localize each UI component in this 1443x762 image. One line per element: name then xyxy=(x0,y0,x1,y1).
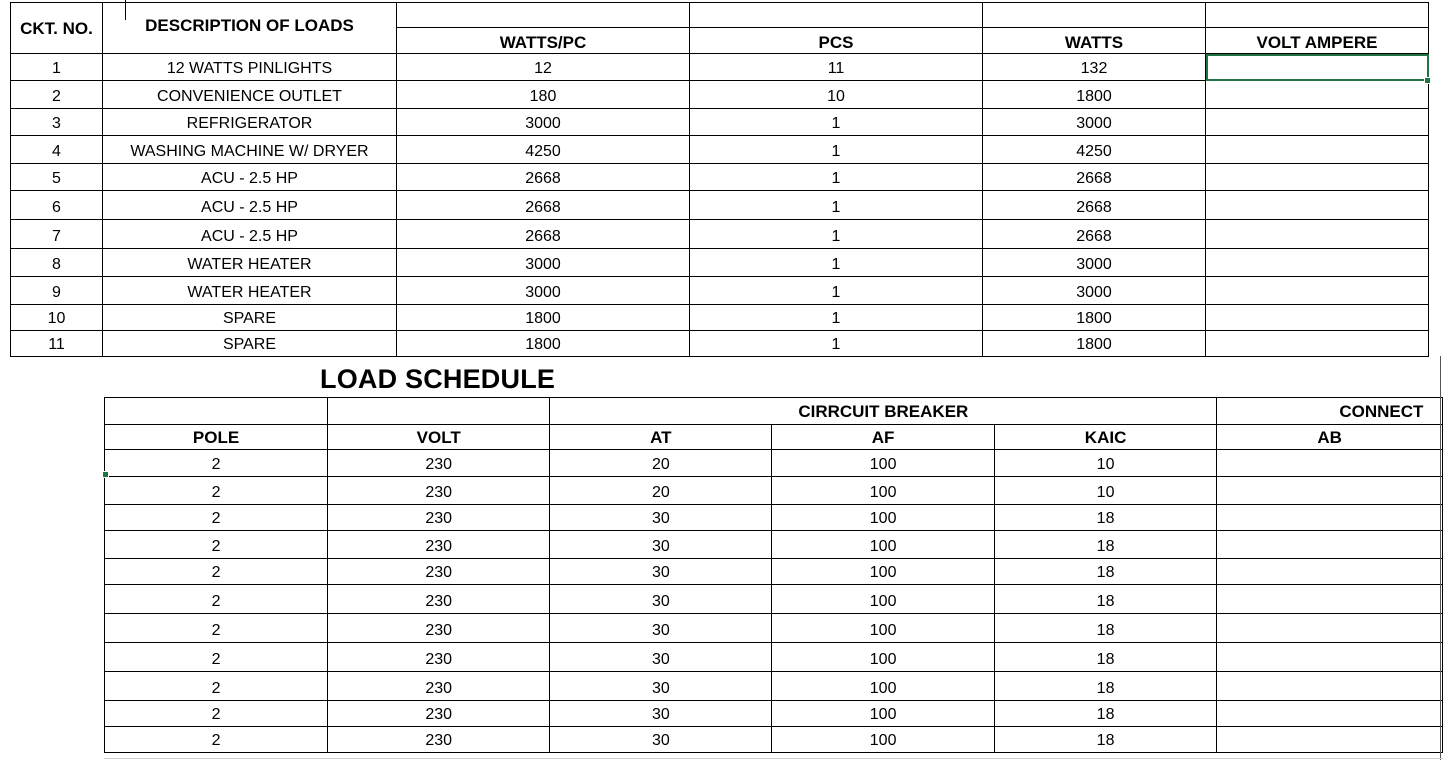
description-cell[interactable]: WATER HEATER xyxy=(103,277,397,305)
af-cell[interactable]: 100 xyxy=(772,505,994,531)
table-row xyxy=(11,109,1429,136)
ckt-no-cell[interactable]: 6 xyxy=(11,191,103,220)
table-row xyxy=(11,305,1429,331)
af-cell[interactable]: 100 xyxy=(772,559,994,585)
ab-cell[interactable] xyxy=(1217,701,1443,727)
at-cell[interactable]: 20 xyxy=(550,477,772,505)
watts-pc-cell[interactable]: 3000 xyxy=(397,109,690,136)
volt-ampere-cell[interactable] xyxy=(1206,136,1429,164)
header-blank-cell[interactable] xyxy=(690,3,983,28)
volt-ampere-cell[interactable] xyxy=(1206,249,1429,277)
header-af[interactable]: AF xyxy=(772,425,994,450)
watts-pc-cell[interactable]: 3000 xyxy=(397,277,690,305)
pcs-cell[interactable]: 11 xyxy=(690,54,983,81)
table-row xyxy=(11,191,1429,220)
ab-cell[interactable] xyxy=(1217,477,1443,505)
kaic-cell[interactable]: 10 xyxy=(994,450,1217,477)
af-cell[interactable]: 100 xyxy=(772,614,994,643)
af-cell[interactable]: 100 xyxy=(772,450,994,477)
header-watts[interactable]: WATTS xyxy=(983,28,1206,54)
table-row xyxy=(105,559,1443,585)
ab-cell[interactable] xyxy=(1217,531,1443,559)
table-row xyxy=(11,81,1429,109)
table-row xyxy=(11,249,1429,277)
watts-cell[interactable]: 2668 xyxy=(983,191,1206,220)
watts-pc-cell[interactable]: 4250 xyxy=(397,136,690,164)
volt-cell[interactable]: 230 xyxy=(328,672,550,701)
volt-cell[interactable]: 230 xyxy=(328,585,550,614)
volt-ampere-cell[interactable] xyxy=(1206,191,1429,220)
kaic-cell[interactable]: 18 xyxy=(994,559,1217,585)
at-cell[interactable]: 30 xyxy=(550,672,772,701)
ab-cell[interactable] xyxy=(1217,614,1443,643)
description-cell[interactable]: SPARE xyxy=(103,331,397,357)
af-cell[interactable]: 100 xyxy=(772,585,994,614)
at-cell[interactable]: 30 xyxy=(550,643,772,672)
column-header-row xyxy=(105,425,1443,450)
ab-cell[interactable] xyxy=(1217,643,1443,672)
ckt-no-cell[interactable]: 3 xyxy=(11,109,103,136)
pcs-cell[interactable]: 1 xyxy=(690,277,983,305)
at-cell[interactable]: 30 xyxy=(550,614,772,643)
table-row xyxy=(11,277,1429,305)
header-kaic[interactable]: KAIC xyxy=(994,425,1217,450)
watts-pc-cell[interactable]: 2668 xyxy=(397,191,690,220)
watts-cell[interactable]: 1800 xyxy=(983,331,1206,357)
at-cell[interactable]: 30 xyxy=(550,531,772,559)
watts-cell[interactable]: 3000 xyxy=(983,277,1206,305)
ab-cell[interactable] xyxy=(1217,585,1443,614)
header-ab[interactable]: AB xyxy=(1217,425,1443,450)
kaic-cell[interactable]: 18 xyxy=(994,505,1217,531)
watts-cell[interactable]: 1800 xyxy=(983,81,1206,109)
ckt-no-cell[interactable]: 8 xyxy=(11,249,103,277)
pole-cell[interactable]: 2 xyxy=(105,701,328,727)
watts-cell[interactable]: 4250 xyxy=(983,136,1206,164)
header-blank-cell[interactable] xyxy=(983,3,1206,28)
table-row xyxy=(105,643,1443,672)
header-blank-cell[interactable] xyxy=(397,3,690,28)
selection-fill-handle[interactable] xyxy=(102,471,109,478)
pole-cell[interactable]: 2 xyxy=(105,643,328,672)
watts-pc-cell[interactable]: 2668 xyxy=(397,164,690,191)
watts-pc-cell[interactable]: 2668 xyxy=(397,220,690,249)
watts-cell[interactable]: 3000 xyxy=(983,249,1206,277)
sheet-edge-line xyxy=(1440,356,1441,760)
volt-ampere-cell[interactable] xyxy=(1206,54,1429,81)
volt-cell[interactable]: 230 xyxy=(328,727,550,753)
breaker-table xyxy=(104,397,1443,753)
volt-ampere-cell[interactable] xyxy=(1206,277,1429,305)
kaic-cell[interactable]: 18 xyxy=(994,727,1217,753)
table-row xyxy=(105,450,1443,477)
watts-pc-cell[interactable]: 3000 xyxy=(397,249,690,277)
pole-cell[interactable]: 2 xyxy=(105,477,328,505)
header-blank-cell[interactable] xyxy=(328,398,550,425)
watts-cell[interactable]: 3000 xyxy=(983,109,1206,136)
group-header-row xyxy=(105,398,1443,425)
header-row-upper xyxy=(11,3,1429,28)
volt-ampere-cell[interactable] xyxy=(1206,220,1429,249)
ab-cell[interactable] xyxy=(1217,450,1443,477)
header-description[interactable]: DESCRIPTION OF LOADS xyxy=(103,3,397,54)
volt-ampere-cell[interactable] xyxy=(1206,164,1429,191)
watts-cell[interactable]: 2668 xyxy=(983,220,1206,249)
pole-cell[interactable]: 2 xyxy=(105,672,328,701)
header-watts-pc[interactable]: WATTS/PC xyxy=(397,28,690,54)
selection-fill-handle[interactable] xyxy=(1424,77,1431,84)
ckt-no-cell[interactable]: 1 xyxy=(11,54,103,81)
af-cell[interactable]: 100 xyxy=(772,701,994,727)
watts-cell[interactable]: 132 xyxy=(983,54,1206,81)
pcs-cell[interactable]: 1 xyxy=(690,249,983,277)
af-cell[interactable]: 100 xyxy=(772,672,994,701)
pole-cell[interactable]: 2 xyxy=(105,505,328,531)
pole-cell[interactable]: 2 xyxy=(105,585,328,614)
table-row xyxy=(105,614,1443,643)
af-cell[interactable]: 100 xyxy=(772,477,994,505)
at-cell[interactable]: 30 xyxy=(550,727,772,753)
pcs-cell[interactable]: 1 xyxy=(690,136,983,164)
volt-cell[interactable]: 230 xyxy=(328,505,550,531)
table-row xyxy=(105,701,1443,727)
description-cell[interactable]: ACU - 2.5 HP xyxy=(103,191,397,220)
volt-cell[interactable]: 230 xyxy=(328,450,550,477)
volt-ampere-cell[interactable] xyxy=(1206,331,1429,357)
kaic-cell[interactable]: 18 xyxy=(994,531,1217,559)
description-cell[interactable]: ACU - 2.5 HP xyxy=(103,164,397,191)
description-cell[interactable]: REFRIGERATOR xyxy=(103,109,397,136)
header-volt-ampere[interactable]: VOLT AMPERE xyxy=(1206,28,1429,54)
header-pole[interactable]: POLE xyxy=(105,425,328,450)
volt-cell[interactable]: 230 xyxy=(328,559,550,585)
load-schedule-title[interactable]: LOAD SCHEDULE xyxy=(320,364,556,394)
watts-cell[interactable]: 1800 xyxy=(983,305,1206,331)
kaic-cell[interactable]: 18 xyxy=(994,701,1217,727)
pole-cell[interactable]: 2 xyxy=(105,614,328,643)
ab-cell[interactable] xyxy=(1217,727,1443,753)
table-row xyxy=(105,672,1443,701)
at-cell[interactable]: 30 xyxy=(550,559,772,585)
table-row xyxy=(105,505,1443,531)
volt-cell[interactable]: 230 xyxy=(328,614,550,643)
volt-ampere-cell[interactable] xyxy=(1206,81,1429,109)
ab-cell[interactable] xyxy=(1217,505,1443,531)
kaic-cell[interactable]: 18 xyxy=(994,585,1217,614)
ab-cell[interactable] xyxy=(1217,672,1443,701)
kaic-cell[interactable]: 18 xyxy=(994,614,1217,643)
volt-cell[interactable]: 230 xyxy=(328,531,550,559)
volt-ampere-cell[interactable] xyxy=(1206,109,1429,136)
table-row xyxy=(105,585,1443,614)
ckt-no-cell[interactable]: 10 xyxy=(11,305,103,331)
volt-cell[interactable]: 230 xyxy=(328,643,550,672)
pcs-cell[interactable]: 1 xyxy=(690,164,983,191)
table-row xyxy=(11,54,1429,81)
watts-pc-cell[interactable]: 1800 xyxy=(397,331,690,357)
header-connect[interactable]: CONNECT xyxy=(1217,398,1443,425)
kaic-cell[interactable]: 10 xyxy=(994,477,1217,505)
pcs-cell[interactable]: 10 xyxy=(690,81,983,109)
table-row xyxy=(11,164,1429,191)
at-cell[interactable]: 20 xyxy=(550,450,772,477)
at-cell[interactable]: 30 xyxy=(550,701,772,727)
ckt-no-cell[interactable]: 7 xyxy=(11,220,103,249)
header-pcs[interactable]: PCS xyxy=(690,28,983,54)
description-cell[interactable]: ACU - 2.5 HP xyxy=(103,220,397,249)
load-table xyxy=(10,2,1429,357)
ckt-no-cell[interactable]: 9 xyxy=(11,277,103,305)
at-cell[interactable]: 30 xyxy=(550,505,772,531)
pcs-cell[interactable]: 1 xyxy=(690,331,983,357)
description-cell[interactable]: CONVENIENCE OUTLET xyxy=(103,81,397,109)
header-at[interactable]: AT xyxy=(550,425,772,450)
table-row xyxy=(105,727,1443,753)
ckt-no-cell[interactable]: 4 xyxy=(11,136,103,164)
watts-pc-cell[interactable]: 12 xyxy=(397,54,690,81)
kaic-cell[interactable]: 18 xyxy=(994,672,1217,701)
header-volt[interactable]: VOLT xyxy=(328,425,550,450)
description-cell[interactable]: 12 WATTS PINLIGHTS xyxy=(103,54,397,81)
gridline xyxy=(104,758,1443,759)
af-cell[interactable]: 100 xyxy=(772,643,994,672)
volt-cell[interactable]: 230 xyxy=(328,477,550,505)
watts-pc-cell[interactable]: 180 xyxy=(397,81,690,109)
watts-pc-cell[interactable]: 1800 xyxy=(397,305,690,331)
description-cell[interactable]: WATER HEATER xyxy=(103,249,397,277)
description-cell[interactable]: SPARE xyxy=(103,305,397,331)
header-blank-cell[interactable] xyxy=(105,398,328,425)
at-cell[interactable]: 30 xyxy=(550,585,772,614)
volt-cell[interactable]: 230 xyxy=(328,701,550,727)
pcs-cell[interactable]: 1 xyxy=(690,220,983,249)
pole-cell[interactable]: 2 xyxy=(105,559,328,585)
pole-cell[interactable]: 2 xyxy=(105,531,328,559)
pole-cell[interactable]: 2 xyxy=(105,727,328,753)
table-row xyxy=(11,220,1429,249)
table-row xyxy=(11,331,1429,357)
pcs-cell[interactable]: 1 xyxy=(690,305,983,331)
pcs-cell[interactable]: 1 xyxy=(690,109,983,136)
ckt-no-cell[interactable]: 11 xyxy=(11,331,103,357)
header-ckt-no[interactable]: CKT. NO. xyxy=(11,3,103,54)
table-row xyxy=(105,531,1443,559)
ckt-no-cell[interactable]: 2 xyxy=(11,81,103,109)
af-cell[interactable]: 100 xyxy=(772,727,994,753)
header-blank-cell[interactable] xyxy=(1206,3,1429,28)
kaic-cell[interactable]: 18 xyxy=(994,643,1217,672)
table-row xyxy=(105,477,1443,505)
pcs-cell[interactable]: 1 xyxy=(690,191,983,220)
pole-cell[interactable]: 2 xyxy=(105,450,328,477)
header-circuit-breaker[interactable]: CIRRCUIT BREAKER xyxy=(550,398,1217,425)
volt-ampere-cell[interactable] xyxy=(1206,305,1429,331)
description-cell[interactable]: WASHING MACHINE W/ DRYER xyxy=(103,136,397,164)
af-cell[interactable]: 100 xyxy=(772,531,994,559)
ckt-no-cell[interactable]: 5 xyxy=(11,164,103,191)
ab-cell[interactable] xyxy=(1217,559,1443,585)
watts-cell[interactable]: 2668 xyxy=(983,164,1206,191)
table-row xyxy=(11,136,1429,164)
